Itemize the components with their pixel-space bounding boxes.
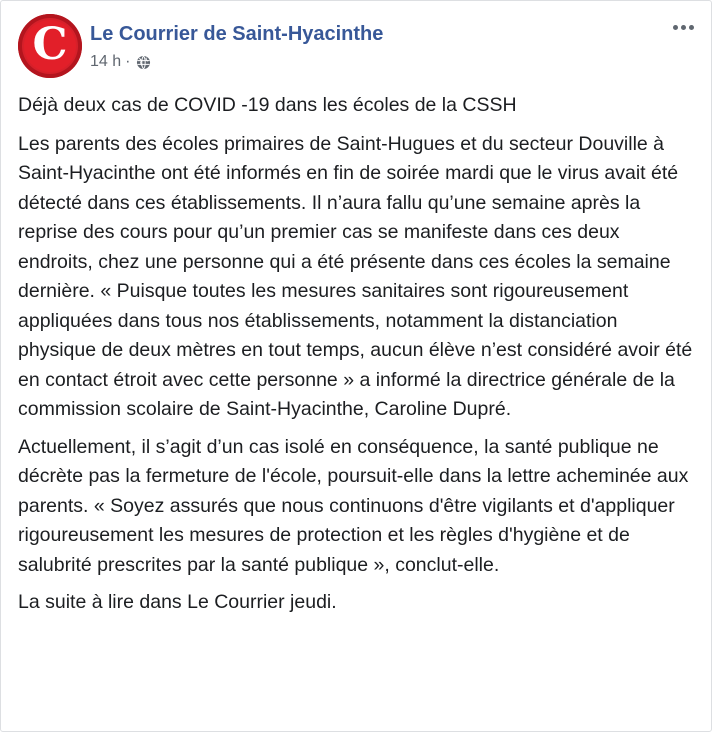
post-header bbox=[15, 11, 697, 81]
more-options-icon[interactable] bbox=[669, 17, 697, 37]
post-headline: Déjà deux cas de COVID -19 dans les écoles de la CSSH bbox=[18, 94, 517, 116]
more-dot bbox=[673, 25, 678, 30]
more-dot bbox=[681, 25, 686, 30]
page-logo bbox=[24, 20, 76, 72]
post-paragraph: Les parents des écoles primaires de Saint-Hugues et du secteur Douville à Saint-Hyacinthe ont été informés en fin de soirée mardi que le virus avait été détecté dans ces établissements. Il n’aura fallu qu’une semaine après la reprise des cours pour qu’un premier cas se manifeste dans ces deux endroits, chez une personne qui a été présente dans ces écoles la semaine dernière. « Puisque toutes les mesures sanitaires sont rigoureusement appliquées dans tous nos établissements, notamment la distanciation physique de deux mètres en tout temps, aucun élève n’est considéré avoir été en contact étroit avec cette personne » a informé la directrice générale de la commission scolaire de Saint-Hyacinthe, Caroline Dupré. bbox=[18, 132, 693, 420]
page-avatar[interactable] bbox=[18, 14, 82, 78]
post-paragraph: La suite à lire dans Le Courrier jeudi. bbox=[18, 591, 337, 613]
post-body bbox=[18, 91, 698, 626]
logo-letter: C bbox=[32, 19, 68, 70]
meta-separator: · bbox=[125, 53, 131, 70]
post-paragraph: Actuellement, il s’agit d’un cas isolé en conséquence, la santé publique ne décrète pas la fermeture de l'école, poursuit-elle dans la lettre acheminée aux parents. « Soyez assurés que nous continuons d'être vigilants et d'appliquer rigoureusement les mesures de protection et les règles d'hygiène et de salubrité prescrites par la santé publique », conclut-elle. bbox=[18, 435, 689, 576]
post-timestamp[interactable]: 14 h bbox=[90, 53, 122, 70]
page-name-link[interactable]: Le Courrier de Saint-Hyacinthe bbox=[90, 23, 384, 45]
post-meta bbox=[90, 53, 151, 71]
more-dot bbox=[689, 25, 694, 30]
globe-icon[interactable] bbox=[136, 55, 151, 70]
